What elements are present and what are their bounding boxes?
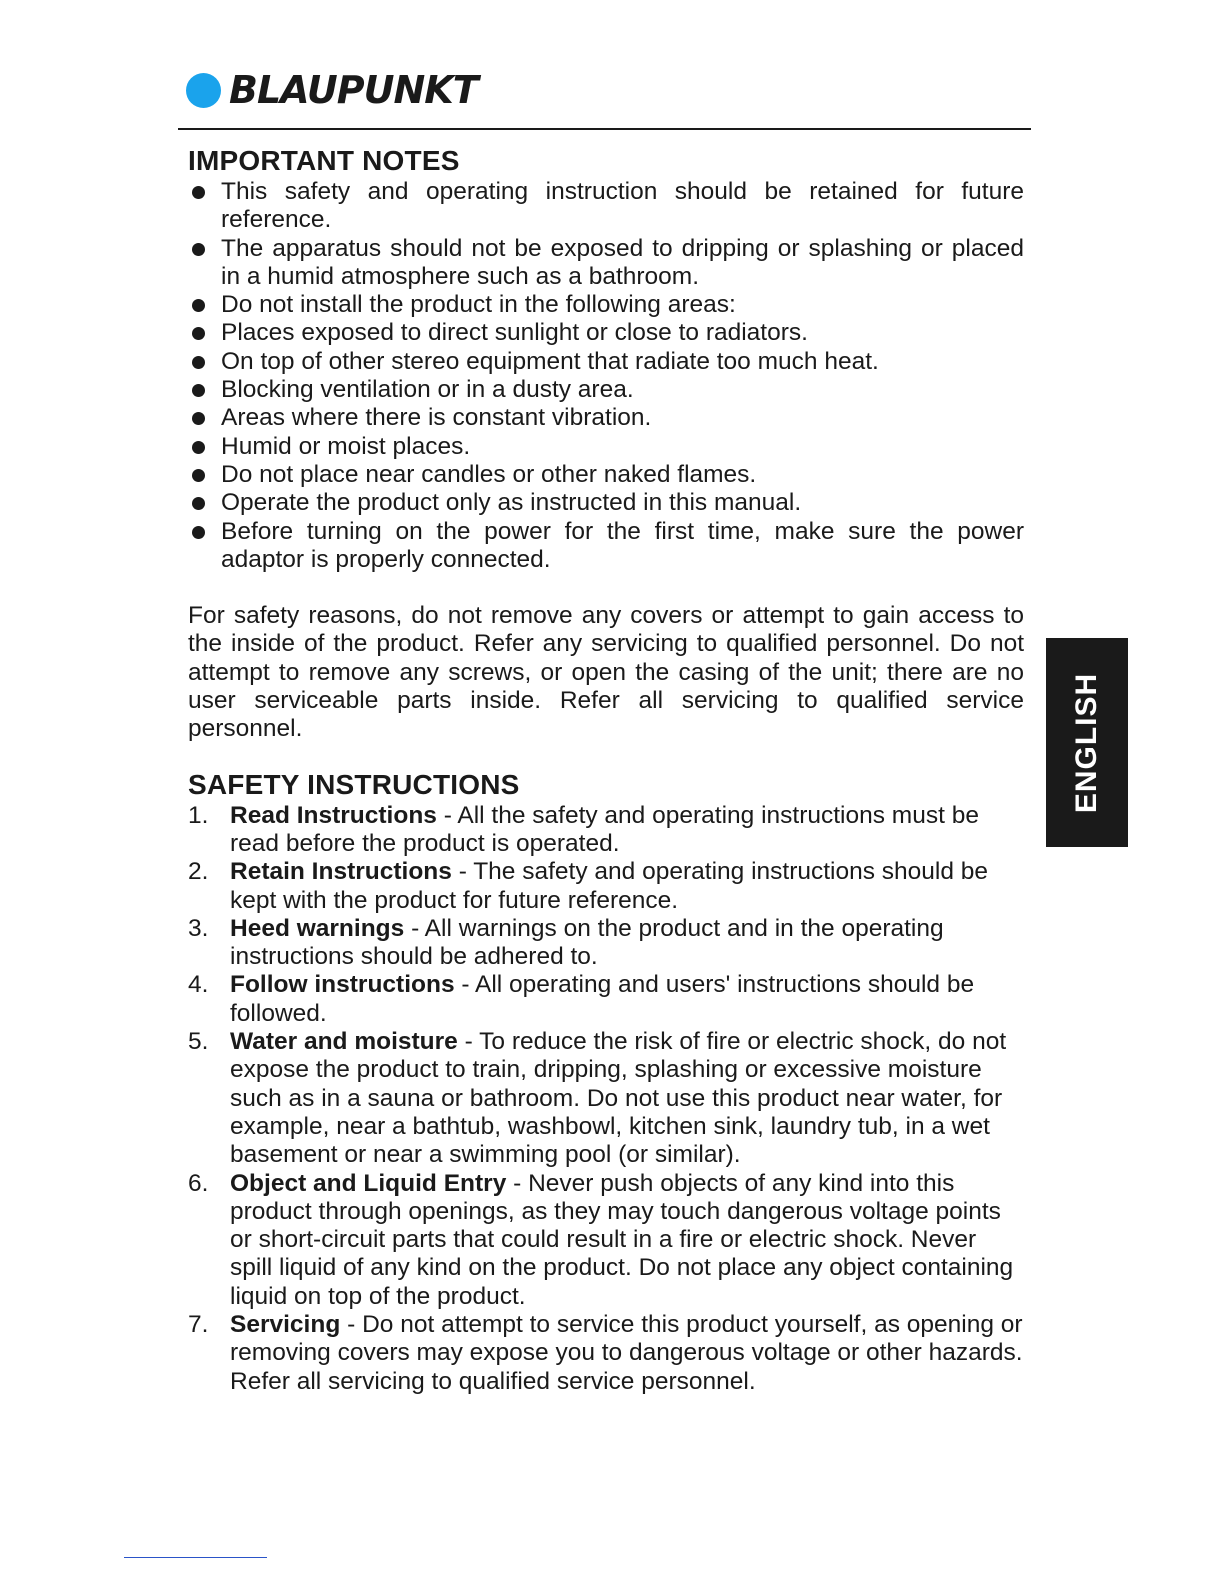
list-item [188,348,1024,376]
list-item-text: Do not place near candles or other naked flames. [221,460,757,488]
item-text: - To reduce the risk of fire or electric shock, do not expose the product to train, dripping, splashing or excessive moisture such as in a sauna or bathroom. Do not use this product near water, for example, near a bathtub, washbowl, kitchen sink, laundry tub, in a wet basement or near a swimming pool (or similar). [230,1028,1007,1169]
list-item-text: Blocking ventilation or in a dusty area. [221,376,634,404]
item-number: 2. [188,858,209,886]
list-item-text: This safety and operating instruction should be retained for future reference. [221,178,1024,234]
item-term: Water and moisture [230,1028,458,1056]
bullet-icon [192,327,205,340]
list-item [188,178,1024,235]
item-term: Read Instructions [230,801,437,829]
list-item [188,291,1024,319]
item-term: Object and Liquid Entry [230,1169,507,1197]
item-text: - All warnings on the product and in the operating instructions should be adhered to. [230,914,944,971]
bullet-icon [192,497,205,510]
item-term: Heed warnings [230,914,405,942]
item-number: 4. [188,971,209,999]
item-number: 6. [188,1169,209,1197]
list-item [188,319,1024,347]
list-item-text: Humid or moist places. [221,432,471,460]
item-text: - All operating and users' instructions should be followed. [230,971,975,1027]
important-notes-list [188,178,1024,574]
list-item-text: Before turning on the power for the first time, make sure the power adaptor is properly connected. [221,517,1024,573]
item-number: 7. [188,1310,209,1338]
item-text: - Do not attempt to service this product yourself, as opening or removing covers may expose you to dangerous voltage or other hazards. Refer all servicing to qualified service personnel. [230,1310,1023,1395]
bullet-icon [192,299,205,312]
item-text: - Never push objects of any kind into this product through openings, as they may touch dangerous voltage points or short-circuit parts that could result in a fire or electric shock. Never spill liquid of any kind on the product. Do not place any object containing liquid on top of the product. [230,1169,1014,1310]
safety-paragraph: For safety reasons, do not remove any covers or attempt to gain access to the inside of the product. Refer any servicing to qualified personnel. Do not attempt to remove any screws, or open the casing of the unit; there are no user serviceable parts inside. Refer all servicing to qualified service personnel. [188,602,1024,743]
list-item [188,461,1024,489]
language-tab-label: ENGLISH [1070,672,1104,813]
list-item [188,518,1024,575]
footer-divider [124,1557,267,1558]
list-item [188,971,1024,1028]
list-item [188,1170,1024,1311]
page-content [188,144,1024,1396]
bullet-icon [192,384,205,397]
bullet-icon [192,469,205,482]
list-item-text: Do not install the product in the following areas: [221,291,736,319]
bullet-icon [192,441,205,454]
list-item-text: Operate the product only as instructed in this manual. [221,489,802,517]
item-term: Follow instructions [230,971,455,999]
bullet-icon [192,356,205,369]
item-number: 5. [188,1028,209,1056]
item-text: - The safety and operating instructions should be kept with the product for future reference. [230,858,989,914]
item-term: Servicing [230,1310,341,1338]
list-item [188,858,1024,915]
safety-instructions-title: SAFETY INSTRUCTIONS [188,768,520,800]
list-item [188,404,1024,432]
list-item [188,376,1024,404]
bullet-icon [192,412,205,425]
safety-instructions-list [188,802,1024,1396]
list-item [188,433,1024,461]
list-item [188,235,1024,292]
logo-dot-icon [186,73,221,108]
bullet-icon [192,526,205,539]
list-item [188,1311,1024,1396]
list-item [188,1028,1024,1169]
item-number: 1. [188,801,209,829]
list-item-text: On top of other stereo equipment that radiate too much heat. [221,347,879,375]
item-number: 3. [188,914,209,942]
item-term: Retain Instructions [230,858,452,886]
brand-name: BLAUPUNKT [229,68,478,112]
header-divider [178,128,1031,130]
list-item-text: Areas where there is constant vibration. [221,404,652,432]
item-text: - All the safety and operating instructions must be read before the product is operated. [230,801,979,857]
list-item [188,489,1024,517]
bullet-icon [192,186,205,199]
list-item-text: Places exposed to direct sunlight or close to radiators. [221,319,808,347]
bullet-icon [192,243,205,256]
list-item-text: The apparatus should not be exposed to dripping or splashing or placed in a humid atmosphere such as a bathroom. [221,234,1024,290]
brand-logo [186,70,478,110]
list-item [188,802,1024,859]
list-item [188,915,1024,972]
important-notes-title: IMPORTANT NOTES [188,145,460,176]
language-tab [1046,638,1128,847]
